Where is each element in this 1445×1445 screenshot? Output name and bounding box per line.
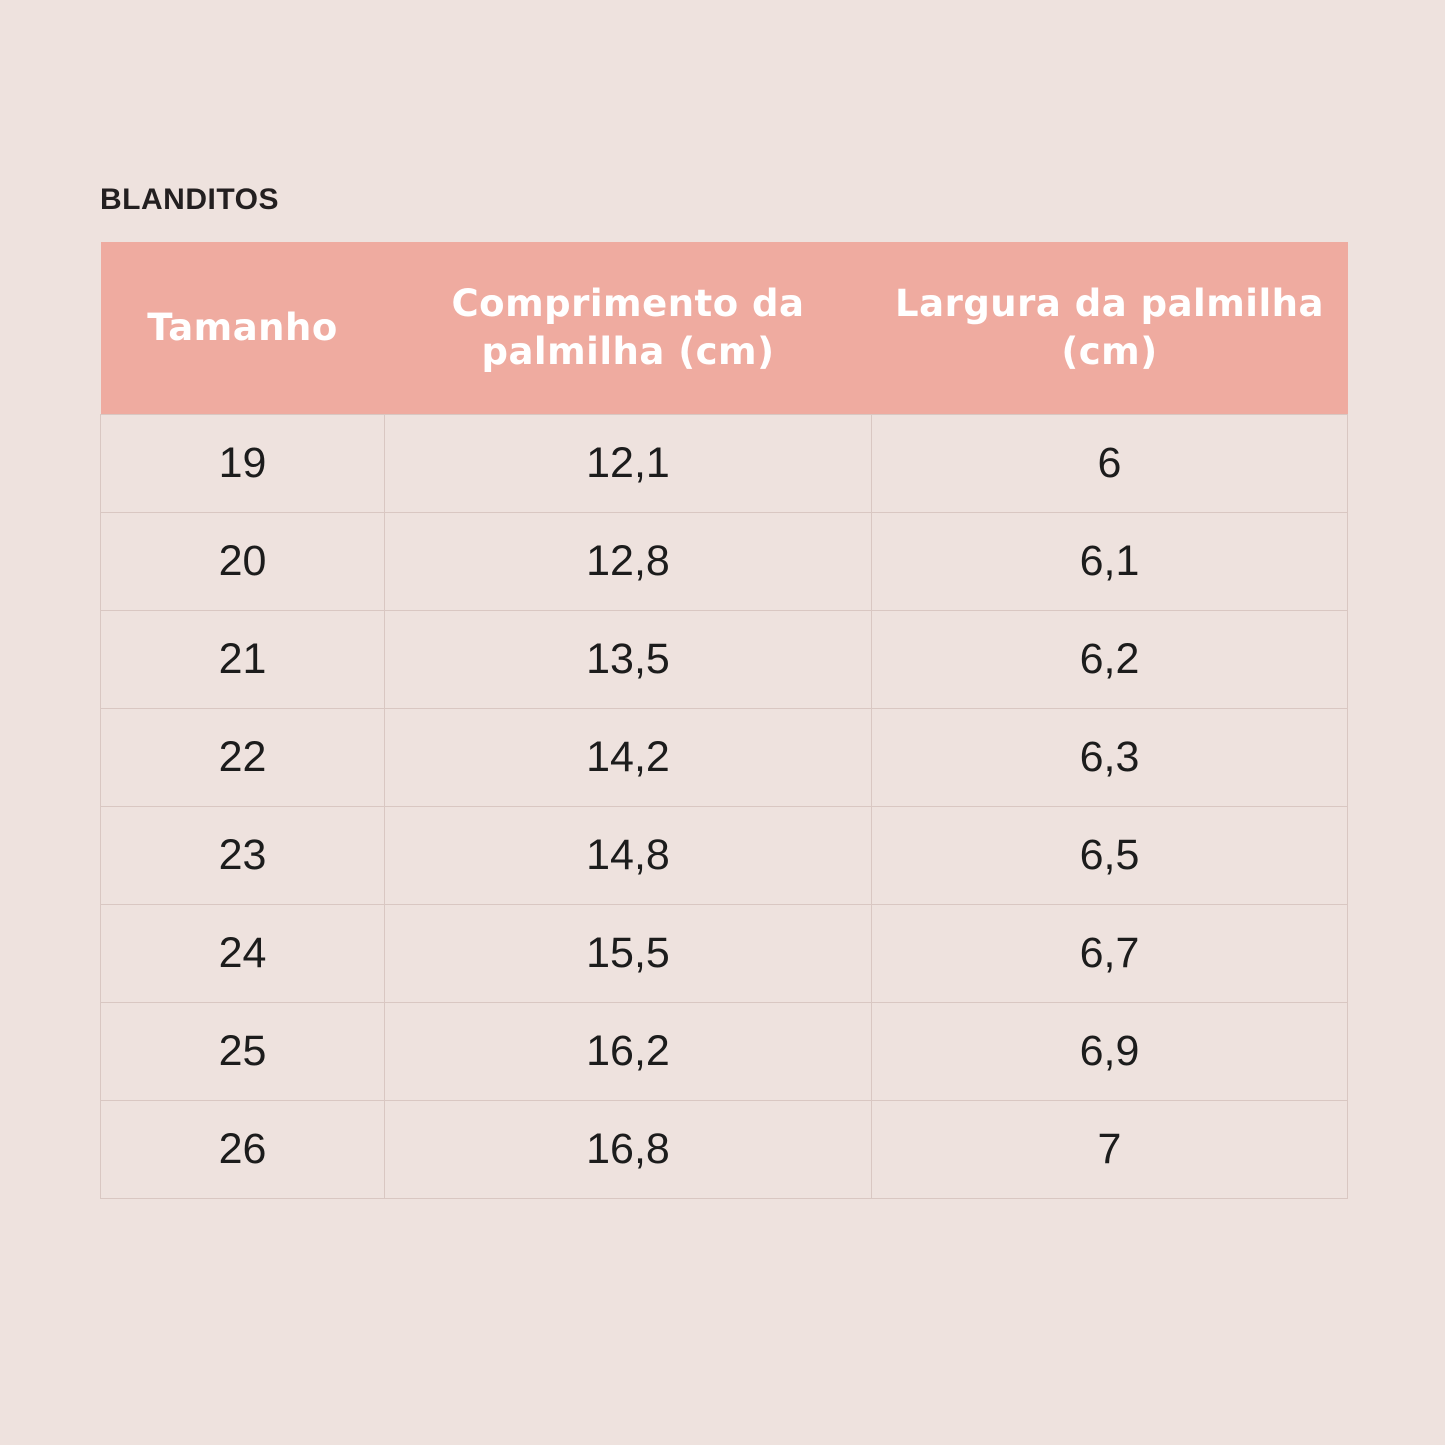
- cell-size: 20: [101, 512, 385, 610]
- cell-width: 6,3: [872, 708, 1348, 806]
- cell-size: 23: [101, 806, 385, 904]
- cell-size: 25: [101, 1002, 385, 1100]
- cell-length: 13,5: [385, 610, 872, 708]
- page-title: BLANDITOS: [100, 183, 279, 216]
- column-header-size: Tamanho: [101, 242, 385, 414]
- column-header-insole-length: Comprimento da palmilha (cm): [385, 242, 872, 414]
- table-row: [101, 904, 1348, 1002]
- cell-length: 15,5: [385, 904, 872, 1002]
- cell-width: 7: [872, 1100, 1348, 1198]
- table-row: [101, 1100, 1348, 1198]
- table-row: [101, 414, 1348, 512]
- table-row: [101, 512, 1348, 610]
- table-row: [101, 806, 1348, 904]
- table-header: [101, 242, 1348, 414]
- cell-length: 12,1: [385, 414, 872, 512]
- cell-size: 26: [101, 1100, 385, 1198]
- size-table: [100, 242, 1348, 1199]
- cell-width: 6,5: [872, 806, 1348, 904]
- cell-length: 16,2: [385, 1002, 872, 1100]
- cell-size: 19: [101, 414, 385, 512]
- cell-length: 16,8: [385, 1100, 872, 1198]
- cell-length: 14,2: [385, 708, 872, 806]
- column-header-insole-width: Largura da palmilha (cm): [872, 242, 1348, 414]
- table-row: [101, 708, 1348, 806]
- table-row: [101, 1002, 1348, 1100]
- cell-width: 6,7: [872, 904, 1348, 1002]
- cell-length: 14,8: [385, 806, 872, 904]
- cell-length: 12,8: [385, 512, 872, 610]
- cell-size: 24: [101, 904, 385, 1002]
- table-row: [101, 610, 1348, 708]
- cell-width: 6,9: [872, 1002, 1348, 1100]
- cell-width: 6,1: [872, 512, 1348, 610]
- cell-width: 6,2: [872, 610, 1348, 708]
- cell-size: 22: [101, 708, 385, 806]
- cell-width: 6: [872, 414, 1348, 512]
- table-body: [101, 414, 1348, 1198]
- cell-size: 21: [101, 610, 385, 708]
- table-header-row: [101, 242, 1348, 414]
